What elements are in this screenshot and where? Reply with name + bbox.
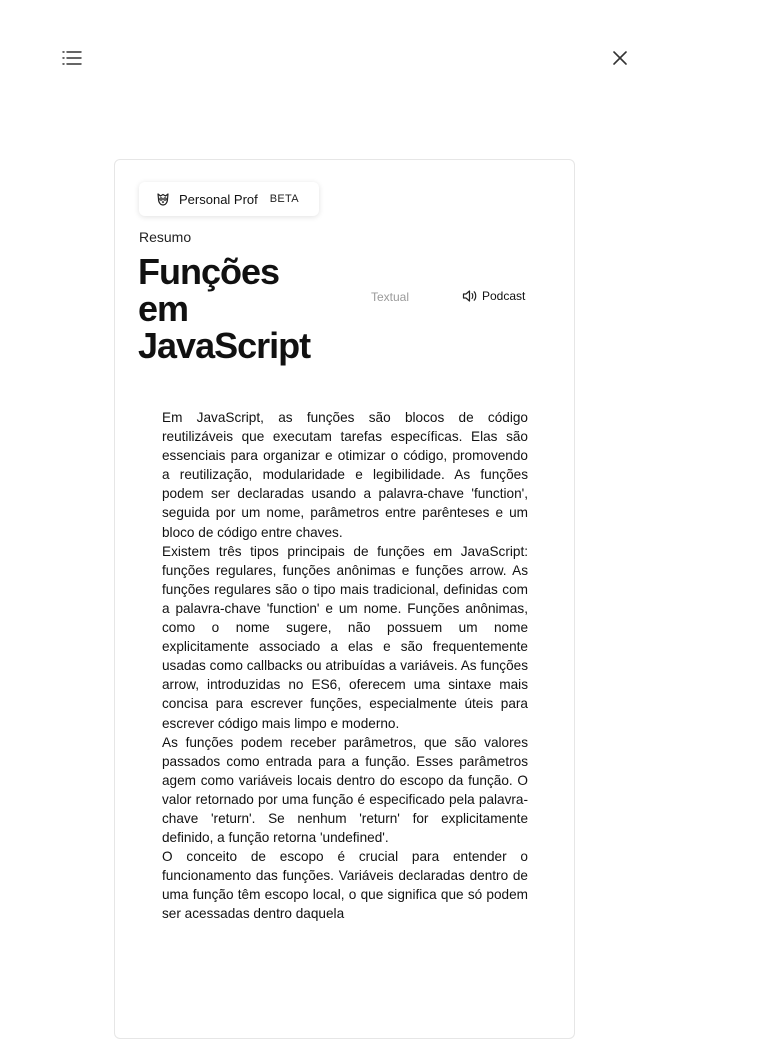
summary-card [114, 159, 575, 1039]
personal-prof-badge[interactable] [139, 182, 319, 216]
tab-podcast-label: Podcast [482, 289, 526, 303]
close-icon [612, 50, 628, 71]
summary-paragraph: Existem três tipos principais de funções em JavaScript: funções regulares, funções anônimas e funções arrow. As funções regulares são o tipo mais tradicional, definidas com a palavra-chave 'function' e um nome. Funções anônimas, como o nome sugere, não possuem um nome explicitamente associado a elas e são frequentemente usadas como callbacks ou atribuídas a variáveis. As funções arrow, introduzidas no ES6, oferecem uma sintaxe mais concisa para escrever funções, especialmente úteis para escrever código mais limpo e moderno. [162, 543, 528, 731]
beta-tag: BETA [269, 193, 299, 205]
badge-name: Personal Prof [179, 191, 258, 207]
summary-paragraph: As funções podem receber parâmetros, que são valores passados como entrada para a função. Esses parâmetros agem como variáveis locais dentro do escopo da função. O valor retornado por uma função é especificado pela palavra-chave 'return'. Se nenhum 'return' for explicitamente definido, a função retorna 'undefined'. [162, 734, 528, 846]
summary-text [162, 408, 528, 924]
section-label: Resumo [139, 229, 192, 245]
summary-paragraph: Em JavaScript, as funções são blocos de código reutilizáveis que executam tarefas específicas. Elas são essenciais para organizar e otimizar o código, promovendo a reutilização, modularidade e legibilidade. As funções podem ser declaradas usando a palavra-chave 'function', seguida por um nome, parâmetros entre parênteses e um bloco de código entre chaves. [162, 410, 528, 540]
summary-paragraph: O conceito de escopo é crucial para entender o funcionamento das funções. Variáveis declaradas dentro de uma função têm escopo local, o que significa que só podem ser acessadas dentro daquela [162, 849, 528, 922]
owl-icon [155, 191, 171, 207]
tab-podcast[interactable] [462, 289, 525, 303]
page-title: Funções em JavaScript [138, 251, 311, 366]
top-bar [0, 0, 768, 120]
speaker-icon [462, 289, 478, 303]
list-icon [62, 50, 82, 71]
menu-button[interactable] [58, 46, 86, 74]
tab-textual[interactable]: Textual [371, 290, 410, 304]
close-button[interactable] [606, 46, 634, 74]
